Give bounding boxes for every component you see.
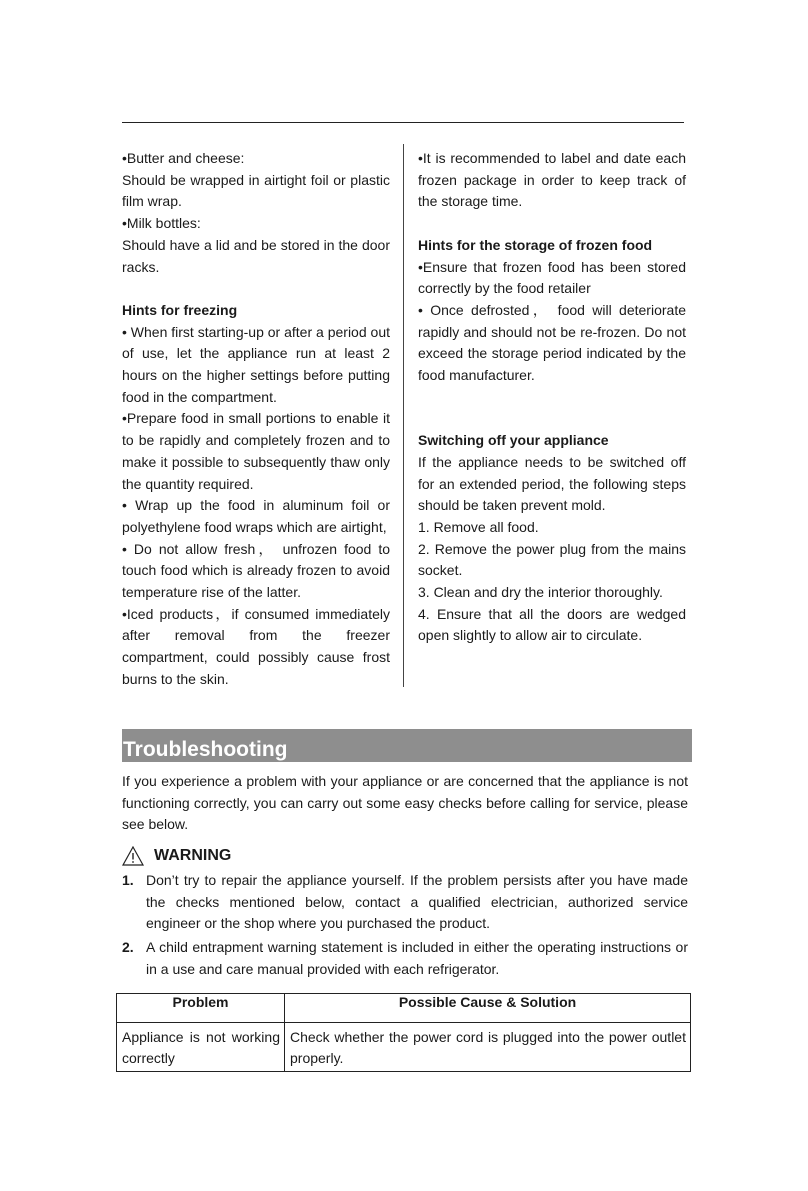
freezing-item: • Wrap up the food in aluminum foil or polyethylene food wraps which are airtight,: [122, 497, 390, 535]
warning-item-text: A child entrapment warning statement is included in either the operating instructions or in a use and care manual provided with each refrigerator.: [146, 939, 688, 977]
column-divider: [403, 144, 404, 687]
header-rule: [122, 122, 684, 123]
switch-step: 3. Clean and dry the interior thoroughly.: [418, 584, 663, 601]
troubleshooting-table: [116, 993, 691, 1072]
spacer: [418, 387, 686, 409]
butter-title: •Butter and cheese:: [122, 150, 245, 166]
frozen-item: • Once defrosted， food will deteriorate rapidly and should not be re-frozen. Do not exceed the storage period indicated by the food manufacturer.: [418, 301, 686, 384]
troubleshooting-intro: If you experience a problem with your appliance or are concerned that the appliance is not functioning correctly, you can carry out some easy checks before calling for service, please see below.: [122, 773, 688, 833]
warning-item: [122, 870, 688, 935]
milk-text: Should have a lid and be stored in the door racks.: [122, 236, 390, 275]
butter-text: Should be wrapped in airtight foil or plastic film wrap.: [122, 171, 390, 210]
column-header-solution: Possible Cause & Solution: [285, 994, 691, 1023]
freezing-item: • When first starting-up or after a period out of use, let the appliance run at least 2 hours on the higher settings before putting food in the compartment.: [122, 323, 390, 405]
switch-intro: If the appliance needs to be switched off for an extended period, the following steps should be taken prevent mold.: [418, 453, 686, 514]
table-header-row: [117, 994, 691, 1023]
switch-step: 2. Remove the power plug from the mains socket.: [418, 540, 686, 579]
spacer: [418, 408, 686, 430]
switch-heading: Switching off your appliance: [418, 432, 609, 449]
warning-label: WARNING: [154, 847, 232, 864]
warning-header: [122, 845, 688, 867]
table-row: [117, 1023, 691, 1072]
frozen-item: •Ensure that frozen food has been stored correctly by the food retailer: [418, 258, 686, 297]
table-cell-problem: Appliance is not working correctly: [117, 1023, 285, 1072]
warning-item: [122, 937, 688, 980]
section-title-bar: Troubleshooting: [122, 729, 692, 762]
milk-title: •Milk bottles:: [122, 215, 201, 232]
warning-item-text: Don’t try to repair the appliance yourself. If the problem persists after you have made the checks mentioned below, contact a qualified electrician, authorized service engineer or the shop where you purchased the product.: [146, 872, 688, 932]
left-column: [122, 148, 390, 691]
warning-triangle-icon: [122, 846, 144, 866]
spacer: [418, 213, 686, 235]
column-header-problem: Problem: [117, 994, 285, 1023]
right-column: [418, 148, 686, 647]
warning-block: [122, 845, 688, 983]
table-cell-solution: Check whether the power cord is plugged into the power outlet properly.: [285, 1023, 691, 1072]
switch-step: 4. Ensure that all the doors are wedged open slightly to allow air to circulate.: [418, 605, 686, 644]
freezing-item: • Do not allow fresh， unfrozen food to touch food which is already frozen to avoid temperature rise of the latter.: [122, 540, 390, 601]
warning-item-number: 1.: [122, 872, 134, 888]
frozen-heading: Hints for the storage of frozen food: [418, 236, 653, 253]
freezing-item: •Iced products，if consumed immediately after removal from the freezer compartment, could possibly cause frost burns to the skin.: [122, 605, 390, 687]
spacer: [122, 278, 390, 300]
warning-list: [122, 870, 688, 981]
switch-step: 1. Remove all food.: [418, 518, 539, 535]
label-tip: •It is recommended to label and date each frozen package in order to keep track of the storage time.: [418, 150, 686, 210]
freezing-item: •Prepare food in small portions to enable it to be rapidly and completely frozen and to make it possible to subsequently thaw only the quantity required.: [122, 410, 390, 492]
warning-item-number: 2.: [122, 939, 134, 956]
freezing-heading: Hints for freezing: [122, 301, 238, 318]
